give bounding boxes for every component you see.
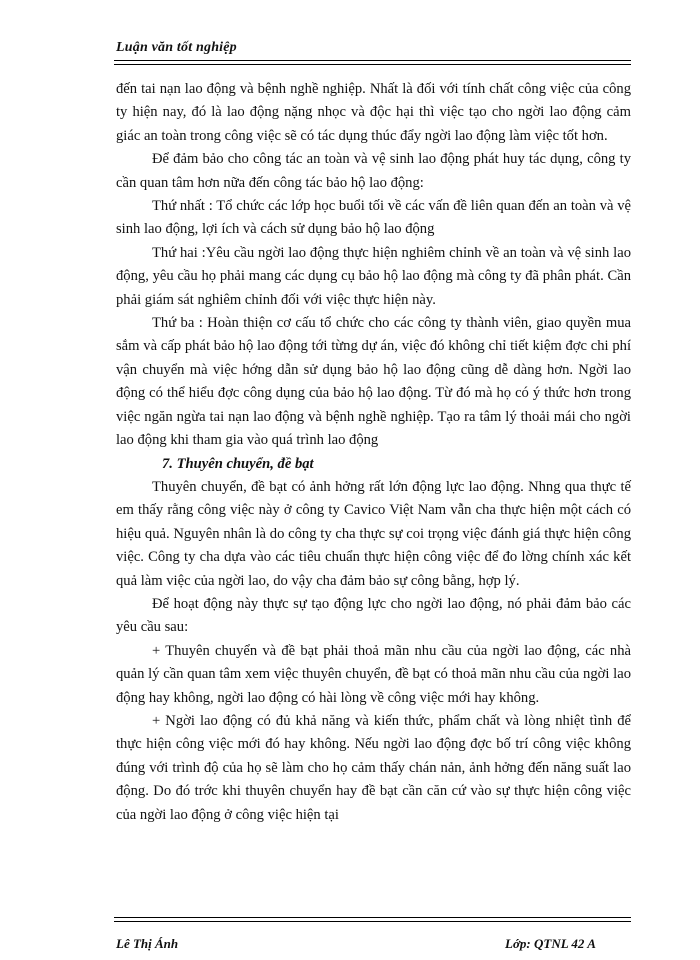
document-body <box>116 78 631 827</box>
paragraph-second-measure: Thứ hai :Yêu cầu ngời lao động thực hiện nghiêm chỉnh về an toàn và vệ sinh lao động, yêu cầu họ phải mang các dụng cụ bảo hộ lao động mà công ty đã phân phát. Cần phải giám sát nghiêm chỉnh đối với việc thực hiện này. <box>116 244 631 308</box>
header-rule-bottom <box>114 64 631 65</box>
footer-rule-bottom <box>114 921 631 922</box>
paragraph-requirement-2: + Ngời lao động có đủ khả năng và kiến thức, phẩm chất và lòng nhiệt tình để thực hiện công việc mới đó hay không. Nếu ngời lao động đợc bố trí công việc không đúng với trình độ của họ sẽ làm cho họ cảm thấy chán nản, ảnh hởng đến năng suất lao động. Do đó trớc khi thuyên chuyển hay đề bạt cần căn cứ vào sự thực hiện công việc của ngời lao động ở công việc hiện tại <box>116 712 631 823</box>
footer-author: Lê Thị Ánh <box>116 936 179 951</box>
footer-class: Lớp: QTNL 42 A <box>505 936 596 951</box>
paragraph-requirement-1: + Thuyên chuyển và đề bạt phải thoả mãn nhu cầu của ngời lao động, các nhà quản lý cần quan tâm xem việc thuyên chuyển, đề bạt có thoả mãn nhu cầu của ngời lao động hay không, ngời lao động có hài lòng về công việc mới hay không. <box>116 642 631 706</box>
paragraph-safety-intro: Để đảm bảo cho công tác an toàn và vệ sinh lao động phát huy tác dụng, công ty cần quan tâm hơn nữa đến công tác bảo hộ lao động: <box>116 151 631 191</box>
paragraph-transfer-promotion: Thuyên chuyển, đề bạt có ảnh hởng rất lớn động lực lao động. Nhng qua thực tế em thấy rằng công việc này ở công ty Cavico Việt Nam vẫn cha thực hiện một cách có hiệu quả. Nguyên nhân là do công ty cha thực sự coi trọng việc đánh giá thực hiện công việc. Công ty cha dựa vào các tiêu chuẩn thực hiện công việc để đo lờng chính xác kết quả làm việc của ngời lao, do vậy cha đảm bảo sự công bằng, hợp lý. <box>116 478 631 589</box>
footer-rule-top <box>114 917 631 918</box>
header-rule-top <box>114 60 631 61</box>
paragraph-continuation: đến tai nạn lao động và bệnh nghề nghiệp. Nhất là đối với tính chất công việc của công ty hiện nay, đó là lao động nặng nhọc và độc hại thì việc tạo cho ngời lao động cảm giác an toàn trong công việc sẽ có tác dụng thúc đẩy ngời lao động làm việc tốt hơn. <box>116 81 631 144</box>
paragraph-third-measure: Thứ ba : Hoàn thiện cơ cấu tổ chức cho các công ty thành viên, giao quyền mua sắm và cấp phát bảo hộ lao động tới từng dự án, việc đó không chỉ tiết kiệm đợc chi phí vận chuyển mà việc hớng dẫn sử dụng bảo hộ lao động cũng dễ dàng hơn. Ngời lao động có thể hiểu đợc công dụng của bảo hộ lao động. Từ đó mà họ có ý thức hơn trong việc ngăn ngừa tai nạn lao động và bệnh nghề nghiệp. Tạo ra tâm lý thoải mái cho ngời lao động khi tham gia vào quá trình lao động <box>116 315 631 449</box>
paragraph-requirements-intro: Để hoạt động này thực sự tạo động lực cho ngời lao động, nó phải đảm bảo các yêu cầu sau: <box>116 595 631 636</box>
page-header-title: Luận văn tốt nghiệp <box>116 40 237 55</box>
paragraph-first-measure: Thứ nhất : Tổ chức các lớp học buổi tối về các vấn đề liên quan đến an toàn và vệ sinh lao động, lợi ích và cách sử dụng bảo hộ lao động <box>116 198 631 238</box>
section-heading: 7. Thuyên chuyển, đề bạt <box>162 455 314 472</box>
